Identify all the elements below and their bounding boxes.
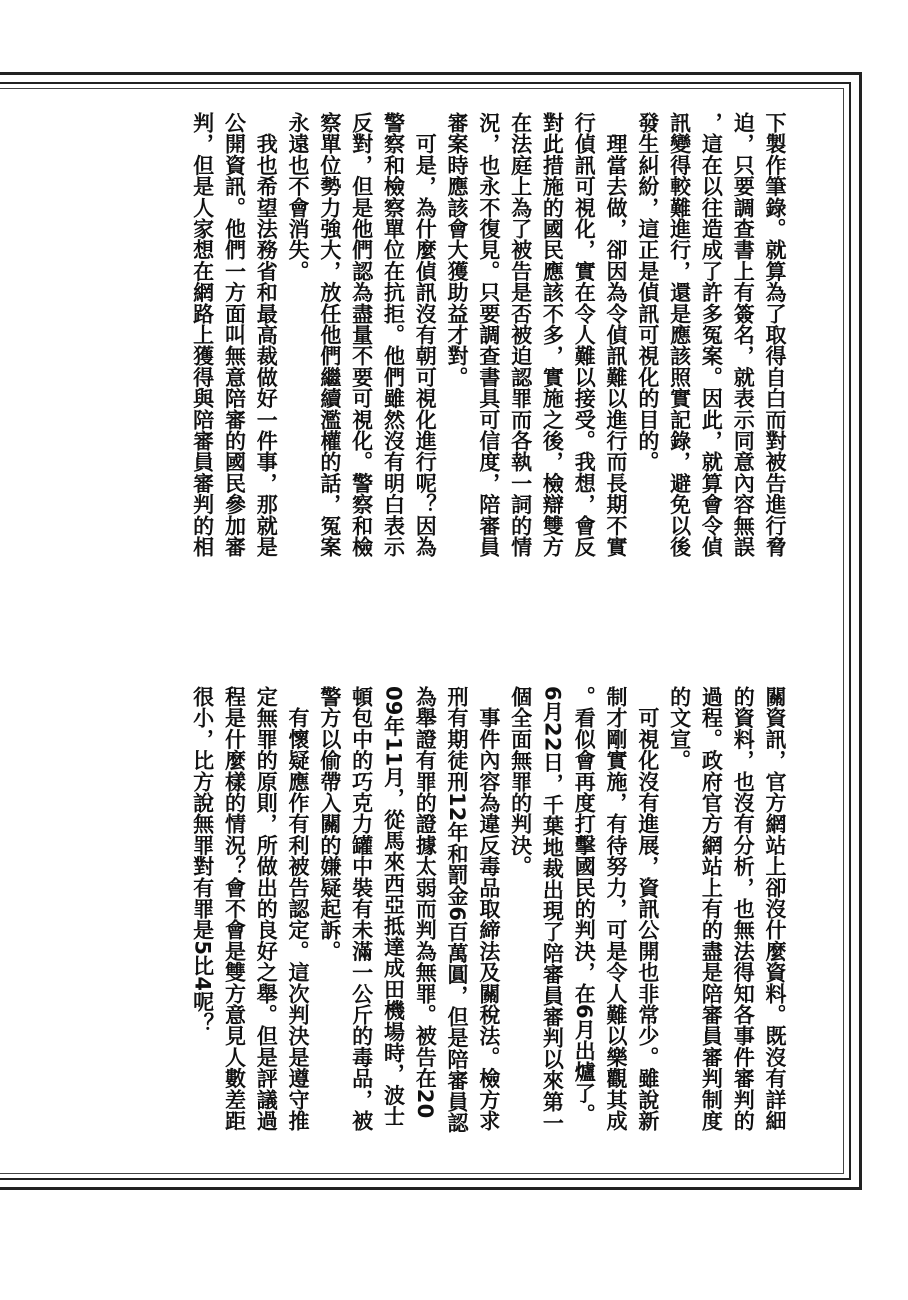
text-column: 過程。政府官方網站上有的盡是陪審員審判制度	[699, 686, 724, 1132]
text-column: 09年11月，從馬來西亞抵達成田機場時，波士	[381, 686, 406, 1127]
text-column: 行偵訊可視化，實在令人難以接受。我想，會反	[572, 112, 597, 558]
text-column: 制才剛實施，有待努力，可是令人難以樂觀其成	[604, 686, 629, 1132]
text-block-top	[110, 112, 790, 612]
text-column: 刑有期徒刑12年和罰金6百萬圓，但是陪審員認	[445, 686, 470, 1134]
text-column: 判，但是人家想在網路上獲得與陪審員審判的相	[190, 112, 215, 558]
text-column: 迫，只要調查書上有簽名，就表示同意內容無誤	[731, 112, 756, 558]
text-column: 為舉證有罪的證據太弱而判為無罪。被告在20	[413, 686, 438, 1119]
text-column: 公開資訊。他們一方面叫無意陪審的國民參加審	[222, 112, 247, 558]
text-column: 的文宣。	[667, 686, 692, 771]
text-column: 事件內容為違反毒品取締法及關稅法。檢方求	[476, 686, 501, 1132]
text-column: 永遠也不會消失。	[286, 112, 311, 282]
text-column: 反對，但是他們認為盡量不要可視化。警察和檢	[349, 112, 374, 558]
text-column: 理當去做，卻因為令偵訊難以進行而長期不實	[604, 112, 629, 558]
text-column: 關資訊，官方網站上卻沒什麼資料。既沒有詳細	[763, 686, 787, 1132]
text-column: 頓包中的巧克力罐中裝有未滿一公斤的毒品，被	[349, 686, 374, 1132]
text-column: 。看似會再度打擊國民的判決，在6月出爐了。	[572, 686, 597, 1125]
text-block-bottom	[110, 686, 790, 1146]
text-column: 的資料，也沒有分析，也無法得知各事件審判的	[731, 686, 756, 1132]
text-column: 察單位勢力強大，放任他們繼續濫權的話，冤案	[317, 112, 342, 558]
text-column: 訊變得較難進行，還是應該照實記錄，避免以後	[667, 112, 692, 558]
text-column: 下製作筆錄。就算為了取得自白而對被告進行脅	[763, 112, 787, 558]
text-column: 有懷疑應作有利被告認定。這次判決是遵守推	[286, 686, 311, 1132]
text-column: 我也希望法務省和最高裁做好一件事，那就是	[254, 112, 279, 558]
text-column: 個全面無罪的判決。	[508, 686, 533, 877]
text-column: 發生糾紛，這正是偵訊可視化的目的。	[635, 112, 660, 473]
text-column: 可視化沒有進展，資訊公開也非常少。雖說新	[635, 686, 660, 1132]
text-column: 很小，比方說無罪對有罪是5比4呢？	[190, 686, 215, 1034]
text-column: 可是，為什麼偵訊沒有朝可視化進行呢？因為	[413, 112, 438, 558]
text-column: 況，也永不復見。只要調查書具可信度，陪審員	[476, 112, 501, 558]
text-column: 在法庭上為了被告是否被迫認罪而各執一詞的情	[508, 112, 533, 558]
text-column: 對此措施的國民應該不多，實施之後，檢辯雙方	[540, 112, 565, 558]
text-column: 警察和檢察單位在抗拒。他們雖然沒有明白表示	[381, 112, 406, 558]
text-column: 6月22日，千葉地裁出現了陪審員審判以來第一	[540, 686, 565, 1134]
text-column: 定無罪的原則，所做出的良好之舉。但是評議過	[254, 686, 279, 1132]
text-column: 程是什麼樣的情況？會不會是雙方意見人數差距	[222, 686, 247, 1132]
text-column: 警方以偷帶入關的嫌疑起訴。	[317, 686, 342, 962]
text-column: 審案時應該會大獲助益才對。	[445, 112, 470, 388]
text-column: ，這在以往造成了許多冤案。因此，就算會令偵	[699, 112, 724, 558]
